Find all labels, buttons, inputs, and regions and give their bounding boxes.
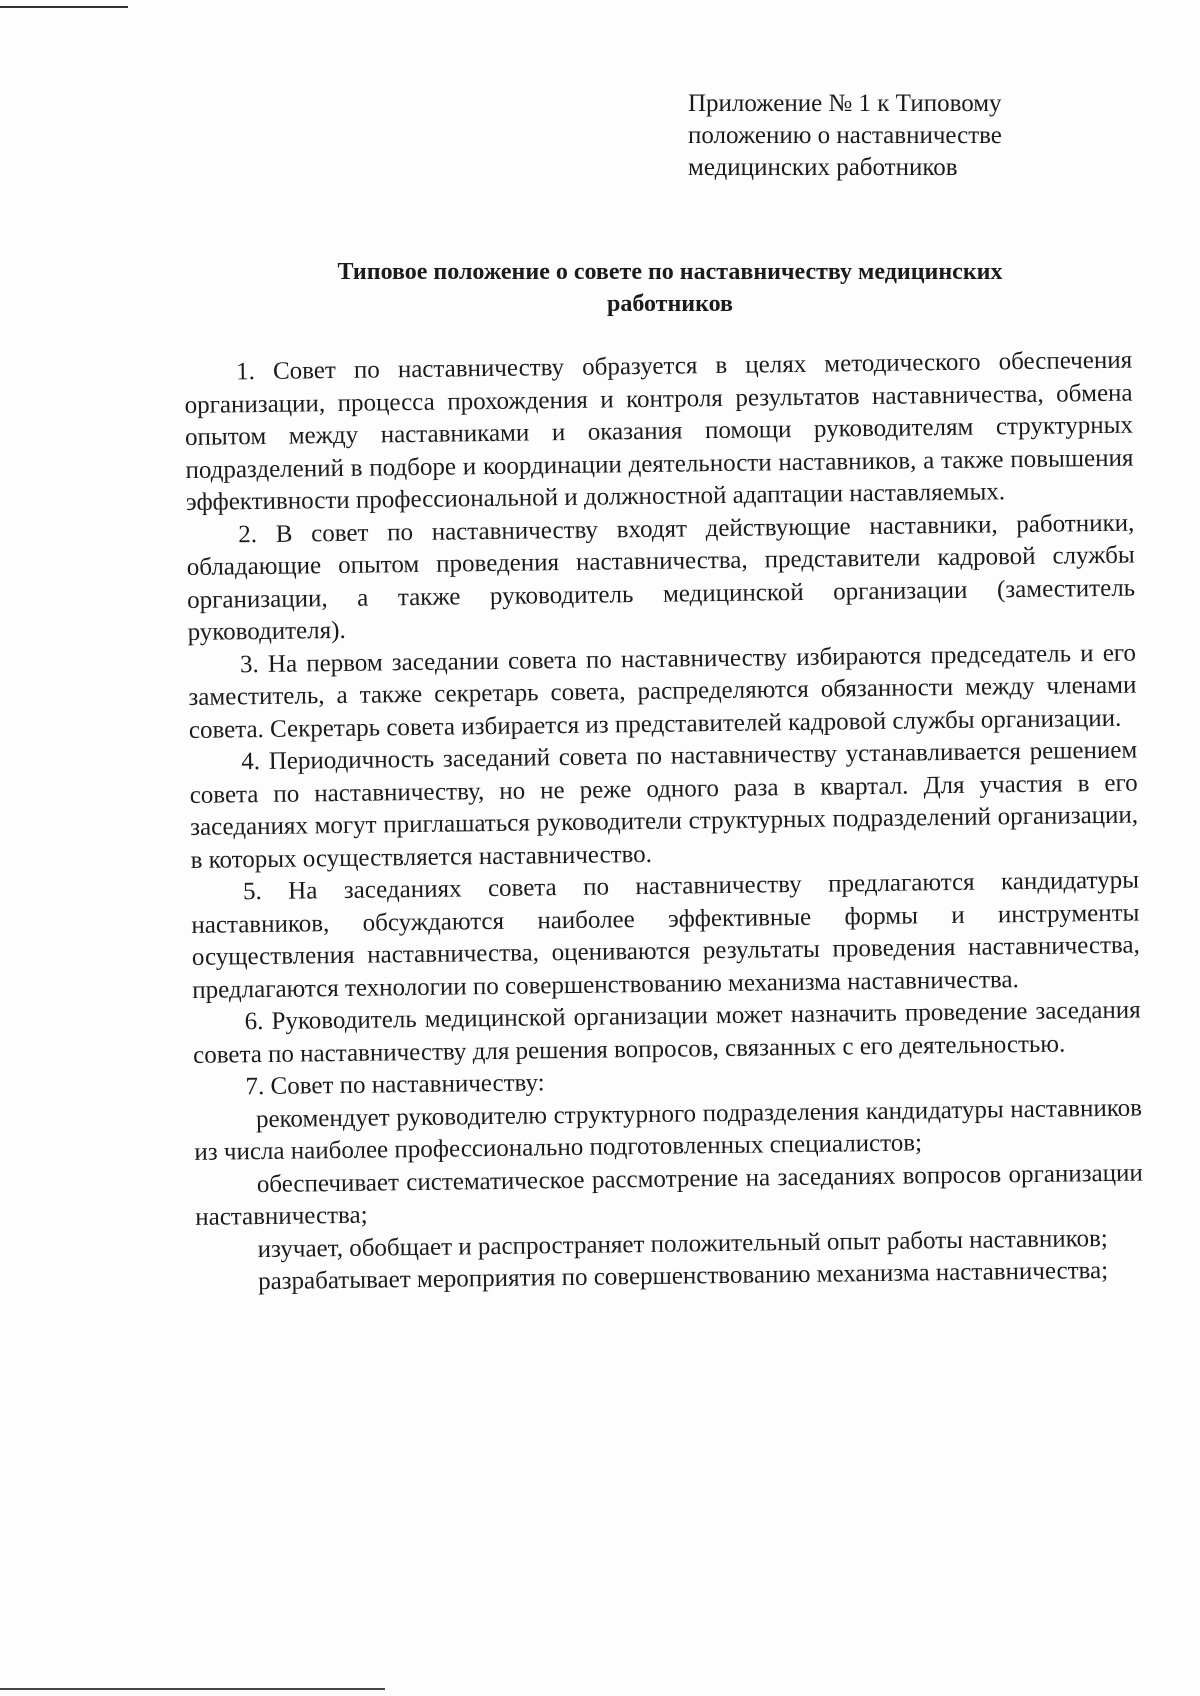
subitem-3: изучает, обобщает и распространяет положительный опыт работы наставников; bbox=[257, 1224, 1108, 1263]
subitem-1: рекомендует руководителю структурного подразделения кандидатуры наставников из числа наиболее профессионально подготовленных специалистов; bbox=[194, 1094, 1143, 1166]
document-body bbox=[184, 345, 1144, 1300]
scan-edge-line-top bbox=[0, 6, 128, 8]
paragraph-3: 3. На первом заседании совета по наставничеству избираются председатель и его заместитель, а также секретарь совета, распределяются обязанности между членами совета. Секретарь совета избирается из представителей кадровой службы организации. bbox=[188, 639, 1137, 744]
paragraph-4: 4. Периодичность заседаний совета по наставничеству устанавливается решением совета по наставничеству, но не реже одного раза в квартал. Для участия в его заседаниях могут приглашаться руководители структурных подразделений организации, в которых осуществляется наставничество. bbox=[189, 736, 1139, 874]
annex-line-3: медицинских работников bbox=[688, 154, 958, 181]
title-line-2: работников bbox=[606, 291, 734, 317]
document-title bbox=[230, 256, 1110, 320]
paragraph-7: 7. Совет по наставничеству: bbox=[245, 1069, 545, 1101]
subitem-4: разрабатывает мероприятия по совершенствованию механизма наставничества; bbox=[257, 1256, 1109, 1296]
annex-line-1: Приложение № 1 к Типовому bbox=[688, 90, 1002, 117]
paragraph-5: 5. На заседаниях совета по наставничеству предлагаются кандидатуры наставников, обсуждаются наиболее эффективные формы и инструменты осуществления наставничества, оцениваются результаты проведения наставничества, предлагаются технологии по совершенствованию механизма наставничества. bbox=[191, 866, 1140, 1004]
paragraph-6: 6. Руководитель медицинской организации может назначить проведение заседания совета по наставничеству для решения вопросов, связанных с его деятельностью. bbox=[192, 996, 1141, 1069]
scan-edge-line-bottom bbox=[0, 1688, 385, 1690]
paragraph-1: 1. Совет по наставничеству образуется в целях методического обеспечения организации, процесса прохождения и контроля результатов наставничества, обмена опытом между наставниками и оказания помощи руководителям структурных подразделений в подборе и координации деятельности наставников, а также повышения эффективности профессиональной и должностной адаптации наставляемых. bbox=[184, 346, 1134, 516]
annex-line-2: положению о наставничестве bbox=[688, 122, 1002, 149]
paragraph-2: 2. В совет по наставничеству входят действующие наставники, работники, обладающие опытом проведения наставничества, представители кадровой службы организации, а также руководитель медицинской организации (заместитель руководителя). bbox=[186, 509, 1136, 646]
title-line-1: Типовое положение о совете по наставничеству медицинских bbox=[337, 259, 1003, 285]
annex-note bbox=[688, 88, 1108, 184]
subitem-2: обеспечивает систематическое рассмотрение на заседаниях вопросов организации наставничества; bbox=[195, 1159, 1143, 1231]
